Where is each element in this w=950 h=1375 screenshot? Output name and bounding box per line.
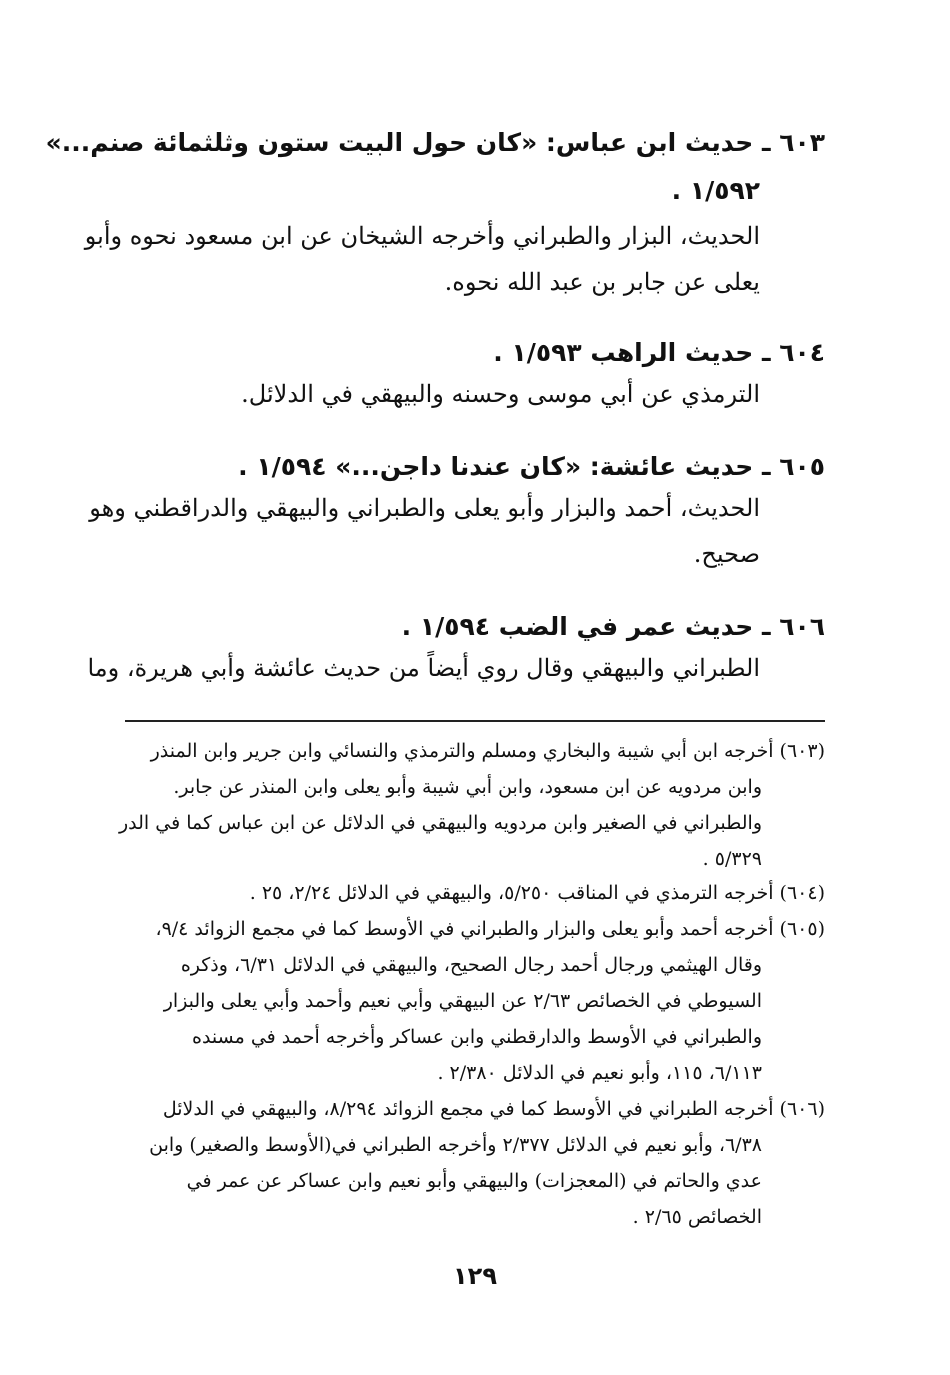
entry-603-title: ٦٠٣ ـ حديث ابن عباس: «كان حول البيت ستون وثلثمائة صنم...» bbox=[45, 128, 825, 157]
entry-604-title: ٦٠٤ ـ حديث الراهب ١/٥٩٣ . bbox=[493, 338, 825, 367]
entry-603-body-line-1: الحديث، البزار والطبراني وأخرجه الشيخان عن ابن مسعود نحوه وأبو bbox=[84, 222, 760, 250]
footnote-604-line-1: (٦٠٤) أخرجه الترمذي في المناقب ٥/٢٥٠، والبيهقي في الدلائل ٢/٢٤، ٢٥ . bbox=[249, 882, 825, 904]
footnote-606-line-3: عدي والحاتم في (المعجزات) والبيهقي وأبو نعيم وابن عساكر عن عمر في bbox=[186, 1170, 762, 1192]
footnote-605-line-5: ٦/١١٣، ١١٥، وأبو نعيم في الدلائل ٢/٣٨٠ . bbox=[437, 1062, 762, 1084]
footnote-605-line-3: السيوطي في الخصائص ٢/٦٣ عن البيهقي وأبي نعيم وأحمد وأبي يعلى والبزار bbox=[163, 990, 762, 1012]
footnote-606-line-1: (٦٠٦) أخرجه الطبراني في الأوسط كما في مجمع الزوائد ٨/٢٩٤، والبيهقي في الدلائل bbox=[162, 1098, 825, 1120]
entry-603-body-line-2: يعلى عن جابر بن عبد الله نحوه. bbox=[444, 268, 760, 296]
footnote-606-line-4: الخصائص ٢/٦٥ . bbox=[632, 1206, 762, 1228]
page-number: ١٢٩ bbox=[453, 1262, 497, 1290]
entry-606-body-line-1: الطبراني والبيهقي وقال روي أيضاً من حديث عائشة وأبي هريرة، وما bbox=[87, 654, 760, 682]
footnote-603-line-3: والطبراني في الصغير وابن مردويه والبيهقي في الدلائل عن ابن عباس كما في الدر bbox=[118, 812, 762, 834]
footnote-605-line-1: (٦٠٥) أخرجه أحمد وأبو يعلى والبزار والطبراني في الأوسط كما في مجمع الزوائد ٩/٤، bbox=[155, 918, 825, 940]
footnote-605-line-4: والطبراني في الأوسط والدارقطني وابن عساكر وأخرجه أحمد في مسنده bbox=[192, 1026, 762, 1048]
entry-606-title: ٦٠٦ ـ حديث عمر في الضب ١/٥٩٤ . bbox=[401, 612, 825, 641]
entry-605-body-line-2: صحيح. bbox=[693, 540, 760, 568]
entry-604-body-line-1: الترمذي عن أبي موسى وحسنه والبيهقي في الدلائل. bbox=[241, 380, 760, 408]
footnote-separator bbox=[125, 720, 825, 722]
entry-605-title: ٦٠٥ ـ حديث عائشة: «كان عندنا داجن...» ١/٥٩٤ . bbox=[238, 452, 825, 481]
footnote-603-line-1: (٦٠٣) أخرجه ابن أبي شيبة والبخاري ومسلم والترمذي والنسائي وابن جرير وابن المنذر bbox=[150, 740, 825, 762]
footnote-606-line-2: ٦/٣٨، وأبو نعيم في الدلائل ٢/٣٧٧ وأخرجه الطبراني في(الأوسط والصغير) وابن bbox=[149, 1134, 762, 1156]
entry-603-title-cont: ١/٥٩٢ . bbox=[671, 176, 760, 205]
entry-605-body-line-1: الحديث، أحمد والبزار وأبو يعلى والطبراني والبيهقي والدراقطني وهو bbox=[89, 494, 760, 522]
footnote-605-line-2: وقال الهيثمي ورجال أحمد رجال الصحيح، والبيهقي في الدلائل ٦/٣١، وذكره bbox=[180, 954, 762, 976]
footnote-603-line-4: ٥/٣٢٩ . bbox=[702, 848, 762, 870]
footnote-603-line-2: وابن مردويه عن ابن مسعود، وابن أبي شيبة وأبو يعلى وابن المنذر عن جابر. bbox=[173, 776, 762, 798]
